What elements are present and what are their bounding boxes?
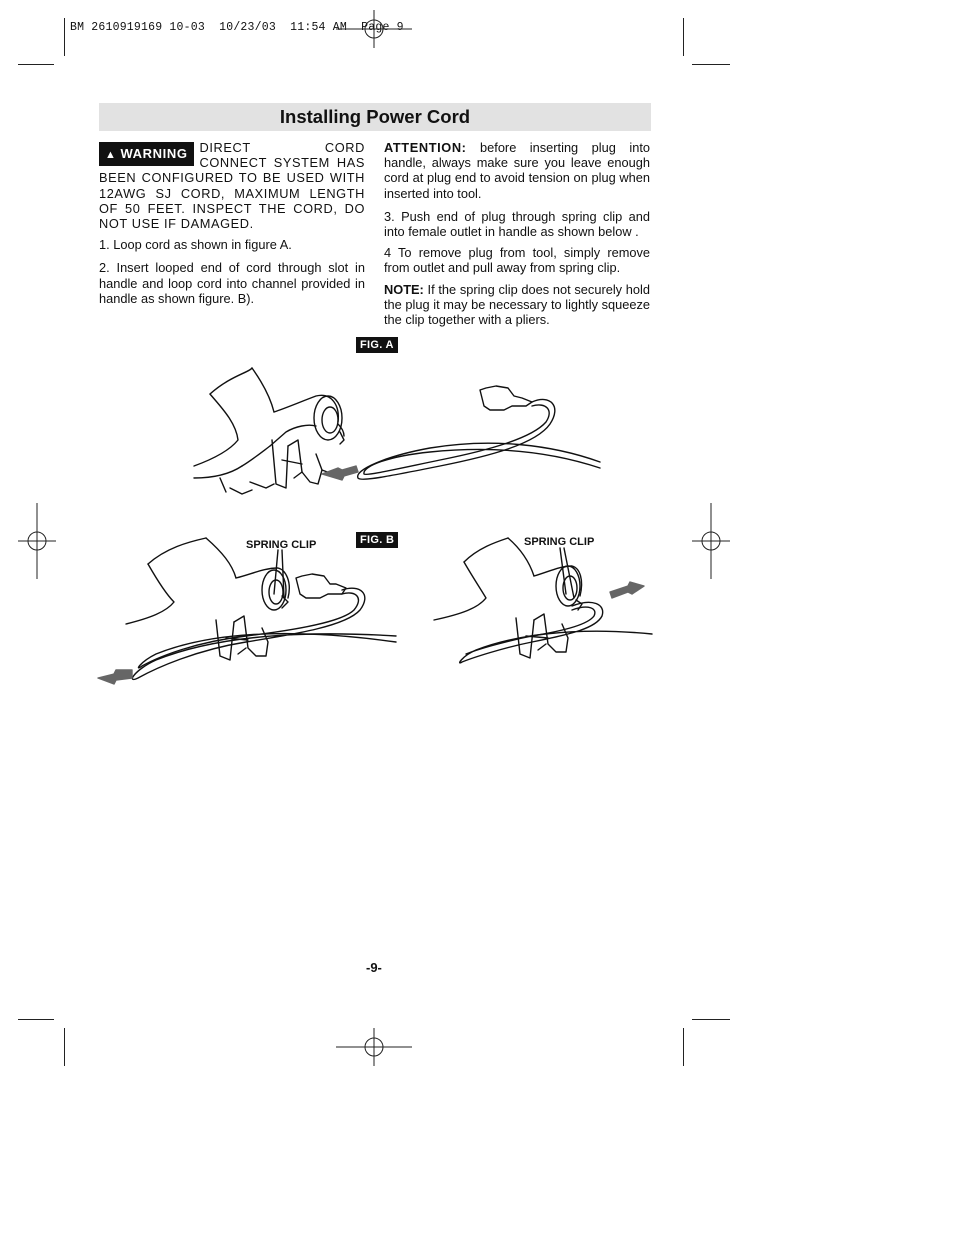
fig-b-label: FIG. B [356, 532, 398, 548]
registration-mark-icon [692, 503, 730, 579]
figure-b-right-illustration [432, 538, 652, 678]
step-4: 4 To remove plug from tool, simply remove from outlet and pull away from spring clip. [384, 245, 650, 276]
crop-mark [683, 1028, 684, 1066]
attention-paragraph [384, 140, 650, 201]
left-column [99, 140, 365, 312]
note-paragraph [384, 282, 650, 328]
step-1: 1. Loop cord as shown in figure A. [99, 237, 292, 253]
section-title-bar [99, 103, 651, 131]
warning-paragraph [99, 140, 365, 231]
figure-a-illustration [190, 366, 610, 506]
crop-mark [18, 64, 54, 65]
right-column [384, 140, 650, 333]
registration-mark-icon [336, 10, 412, 48]
crop-mark [683, 18, 684, 56]
step-2: 2. Insert looped end of cord through slot in handle and loop cord into channel provided in handle as shown figure. B). [99, 260, 365, 306]
crop-mark [692, 1019, 730, 1020]
crop-mark [64, 18, 65, 56]
note-label: NOTE: [384, 281, 424, 297]
printer-slug-line: BM 2610919169 10-03 10/23/03 11:54 AM Page 9 [70, 21, 404, 34]
fig-a-label: FIG. A [356, 337, 398, 353]
crop-mark [692, 64, 730, 65]
attention-label: ATTENTION: [384, 140, 467, 155]
spring-clip-label-left: SPRING CLIP [246, 539, 317, 551]
warning-text: DIRECT CORD CONNECT SYSTEM HAS BEEN CONFIGURED TO BE USED WITH 12AWG SJ CORD, MAXIMUM LENGTH OF 50 FEET. INSPECT THE CORD, DO NOT USE IF DAMAGED. [99, 140, 365, 232]
crop-mark [18, 1019, 54, 1020]
section-title: Installing Power Cord [279, 106, 471, 127]
warning-triangle-icon: ▲ [105, 149, 117, 161]
attention-text: before inserting plug into handle, always make sure you leave enough cord at plug end to avoid tension on plug when inserted into tool. [384, 140, 650, 201]
figure-b-left-illustration [96, 538, 396, 688]
registration-mark-icon [336, 1028, 412, 1066]
warning-label: WARNING [120, 146, 188, 161]
spring-clip-label-right: SPRING CLIP [524, 536, 595, 548]
page-number: -9- [366, 960, 382, 975]
crop-mark [64, 1028, 65, 1066]
warning-badge [99, 142, 194, 166]
note-text: If the spring clip does not securely hold the plug it may be necessary to lightly squeeze the clip together with a pliers. [384, 281, 650, 328]
registration-mark-icon [18, 503, 56, 579]
step-3: 3. Push end of plug through spring clip and into female outlet in handle as shown below . [384, 208, 650, 240]
